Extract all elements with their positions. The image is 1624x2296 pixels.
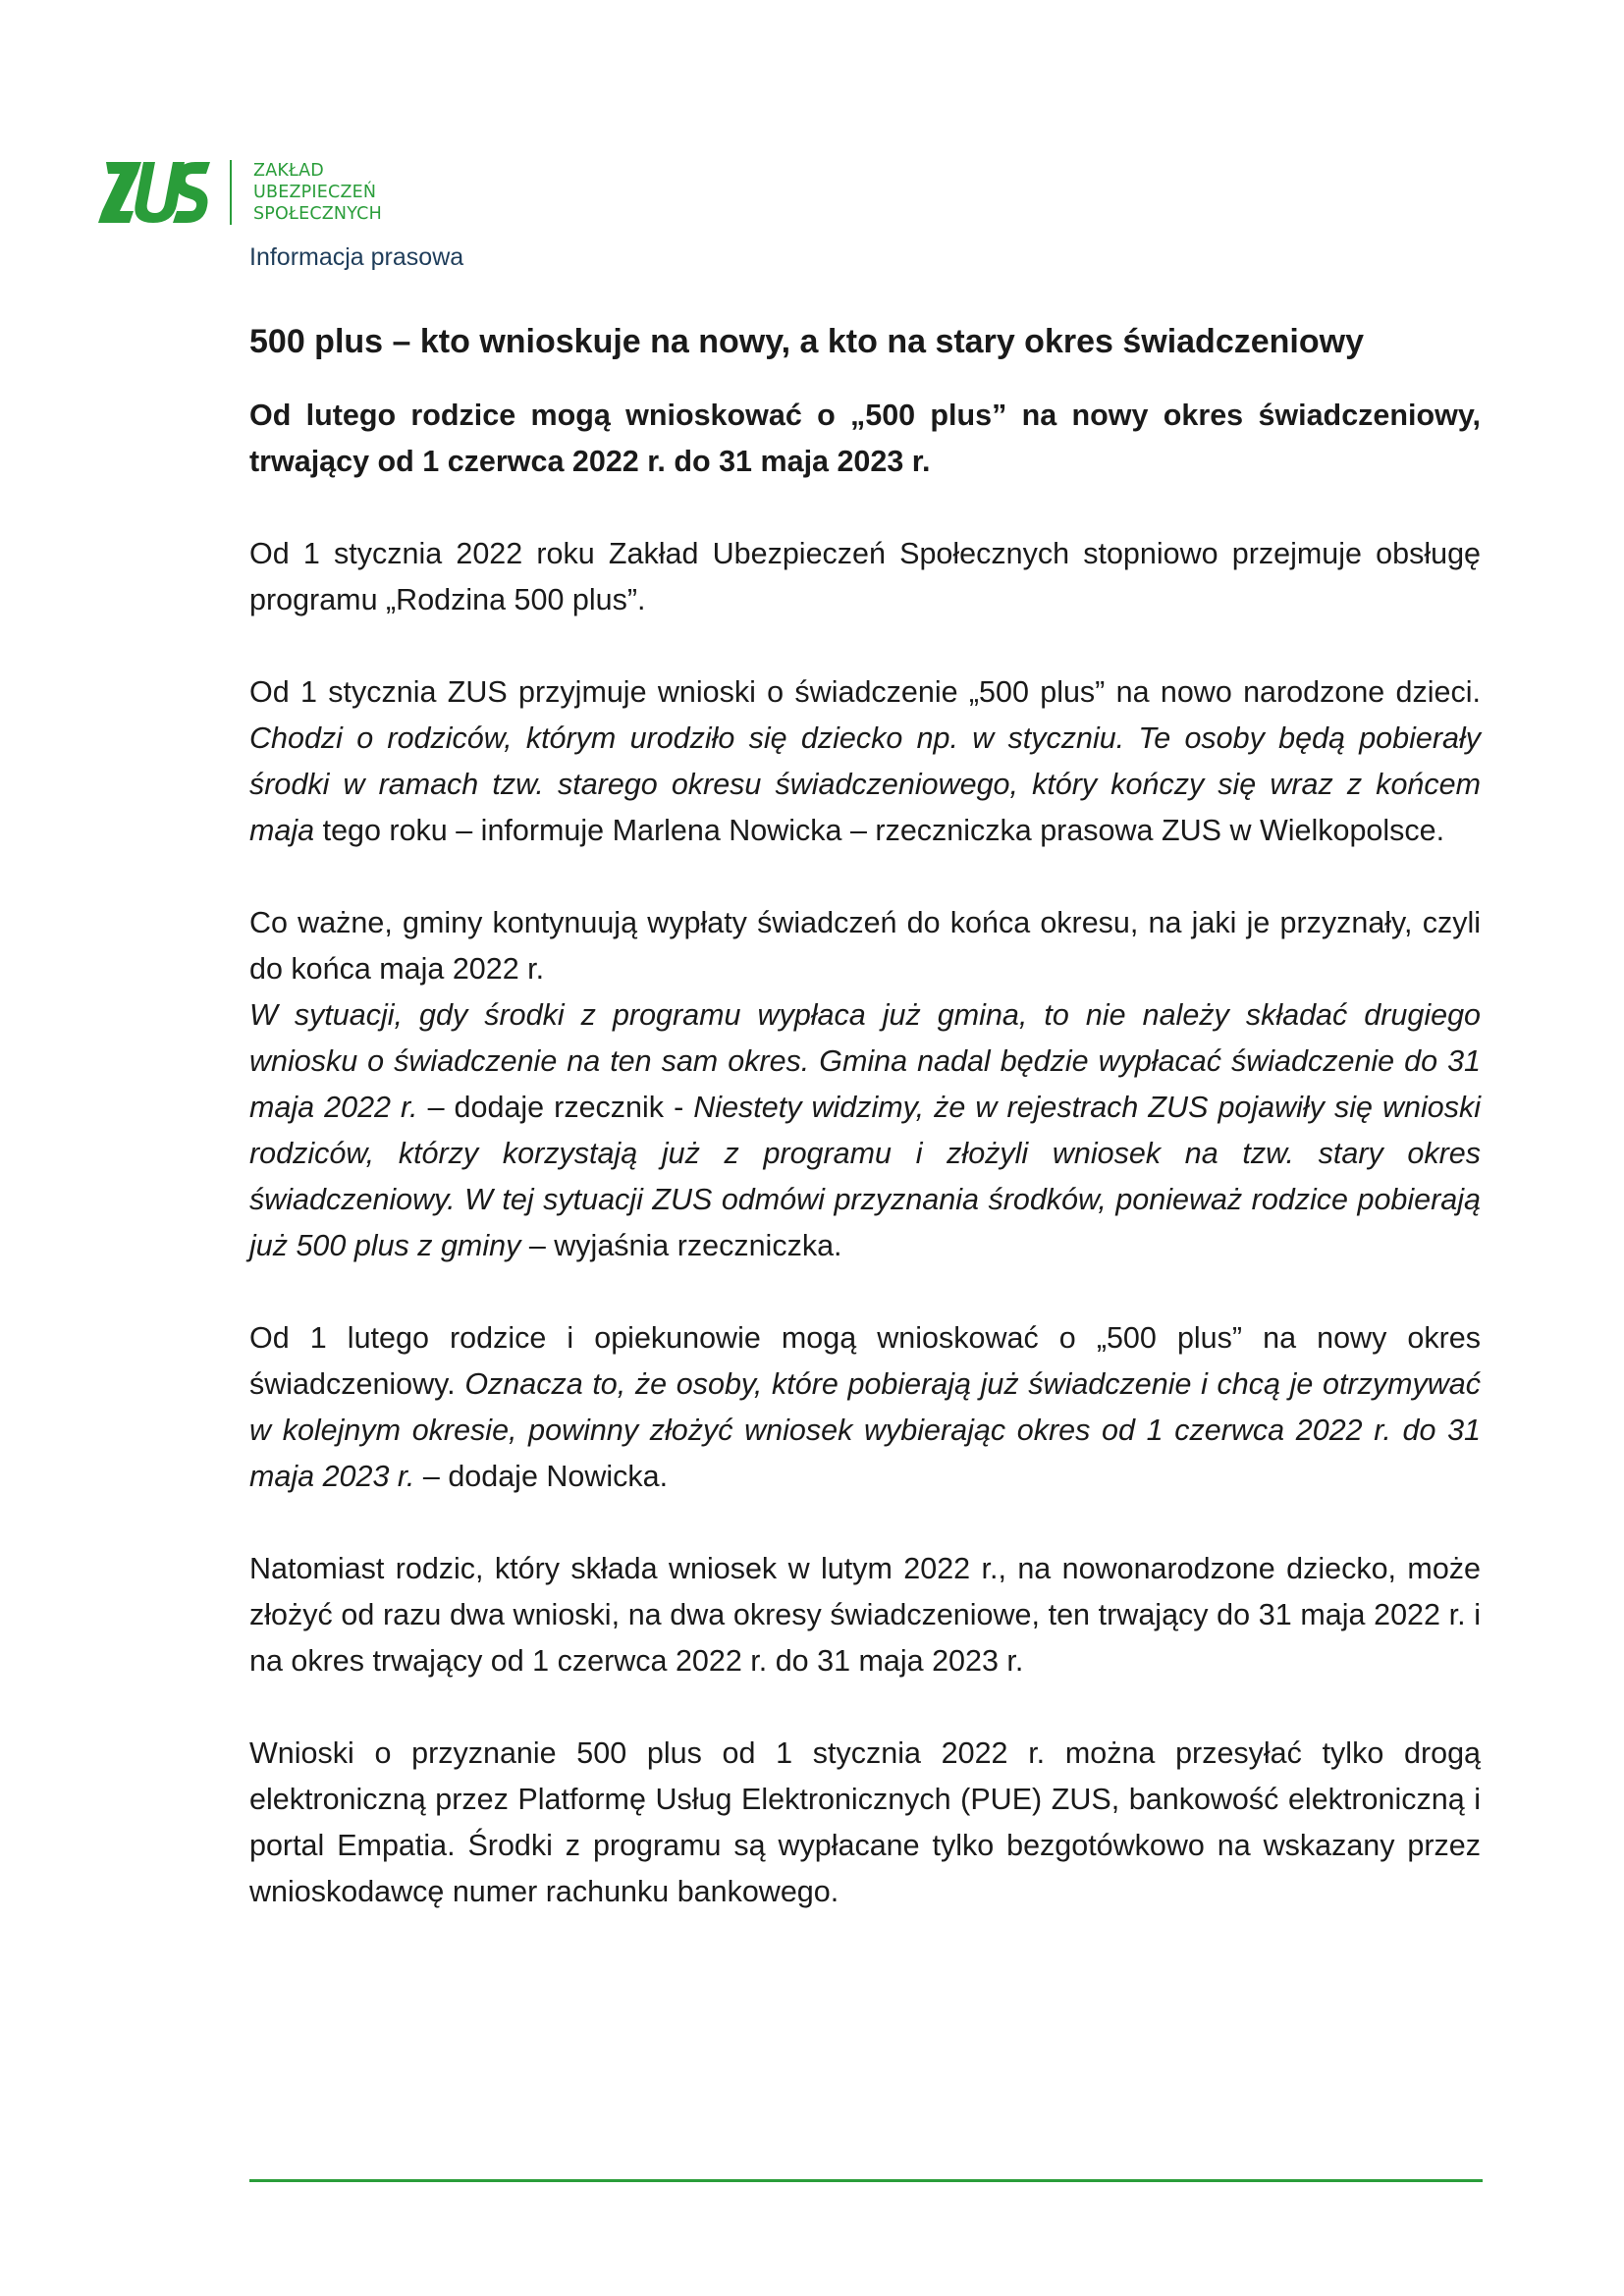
paragraph-1: Od 1 stycznia 2022 roku Zakład Ubezpieczeń Społecznych stopniowo przejmuje obsługę programu „Rodzina 500 plus”. [249,537,1481,616]
logo-line-2: UBEZPIECZEŃ [253,183,377,202]
logo-divider [230,160,232,225]
press-release-label: Informacja prasowa [249,243,464,271]
paragraph-7: Wnioski o przyznanie 500 plus od 1 stycznia 2022 r. można przesyłać tylko drogą elektroniczną przez Platformę Usług Elektronicznych (PUE) ZUS, bankowość elektroniczną i portal Empatia. Środki z programu są wypłacane tylko bezgotówkowo na wskazany przez wnioskodawcę numer rachunku bankowego. [249,1736,1481,1908]
paragraph-2 [249,669,1481,854]
paragraph-4-quote-2: Niestety widzimy, że w rejestrach ZUS pojawiły się wnioski rodziców, którzy korzystają już z programu i złożyli wniosek na tzw. stary okres świadczeniowy. W tej sytuacji ZUS odmówi przyznania środków, ponieważ rodzice pobierają już 500 plus z gminy [249,1091,1481,1262]
footer-divider [249,2179,1483,2182]
paragraph-4-attribution-1: – dodaje rzecznik - [427,1091,684,1124]
article-body [249,312,1481,1961]
zus-logo-icon [98,158,212,227]
paragraph-4-quote-1: W sytuacji, gdy środki z programu wypłaca już gmina, to nie należy składać drugiego wniosku o świadczenie na ten sam okres. Gmina nadal będzie wypłacać świadczenie do 31 maja 2022 r. [249,998,1481,1124]
paragraph-2-attribution: tego roku – informuje Marlena Nowicka – rzeczniczka prasowa ZUS w Wielkopolsce. [322,814,1445,847]
article-title: 500 plus – kto wnioskuje na nowy, a kto na stary okres świadczeniowy [249,323,1364,360]
paragraph-3: Co ważne, gminy kontynuują wypłaty świadczeń do końca okresu, na jaki je przyznały, czyli do końca maja 2022 r. [249,906,1481,986]
zus-logo [98,157,382,228]
paragraph-5-attribution: – dodaje Nowicka. [422,1460,669,1493]
article-lead: Od lutego rodzice mogą wnioskować o „500 plus” na nowy okres świadczeniowy, trwający od 1 czerwca 2022 r. do 31 maja 2023 r. [249,399,1481,478]
paragraph-2-text: Od 1 stycznia ZUS przyjmuje wnioski o świadczenie „500 plus” na nowo narodzone dzieci. [249,675,1481,709]
paragraph-4-attribution-2: – wyjaśnia rzeczniczka. [528,1229,842,1262]
logo-line-3: SPOŁECZNYCH [253,204,382,224]
paragraph-6: Natomiast rodzic, który składa wniosek w lutym 2022 r., na nowonarodzone dziecko, może złożyć od razu dwa wnioski, na dwa okresy świadczeniowe, ten trwający do 31 maja 2022 r. i na okres trwający od 1 czerwca 2022 r. do 31 maja 2023 r. [249,1552,1481,1678]
paragraph-2-quote: Chodzi o rodziców, którym urodziło się dziecko np. w styczniu. Te osoby będą pobierały środki w ramach tzw. starego okresu świadczeniowego, który kończy się wraz z końcem maja [249,721,1481,847]
logo-line-1: ZAKŁAD [253,161,324,181]
paragraph-5-quote: Oznacza to, że osoby, które pobierają już świadczenie i chcą je otrzymywać w kolejnym okresie, powinny złożyć wniosek wybierając okres od 1 czerwca 2022 r. do 31 maja 2023 r. [249,1367,1481,1493]
paragraph-4 [249,992,1481,1269]
logo-wordmark [253,160,382,225]
paragraph-5 [249,1315,1481,1500]
paragraph-5-text: Od 1 lutego rodzice i opiekunowie mogą wnioskować o „500 plus” na nowy okres świadczeniowy. [249,1321,1481,1401]
